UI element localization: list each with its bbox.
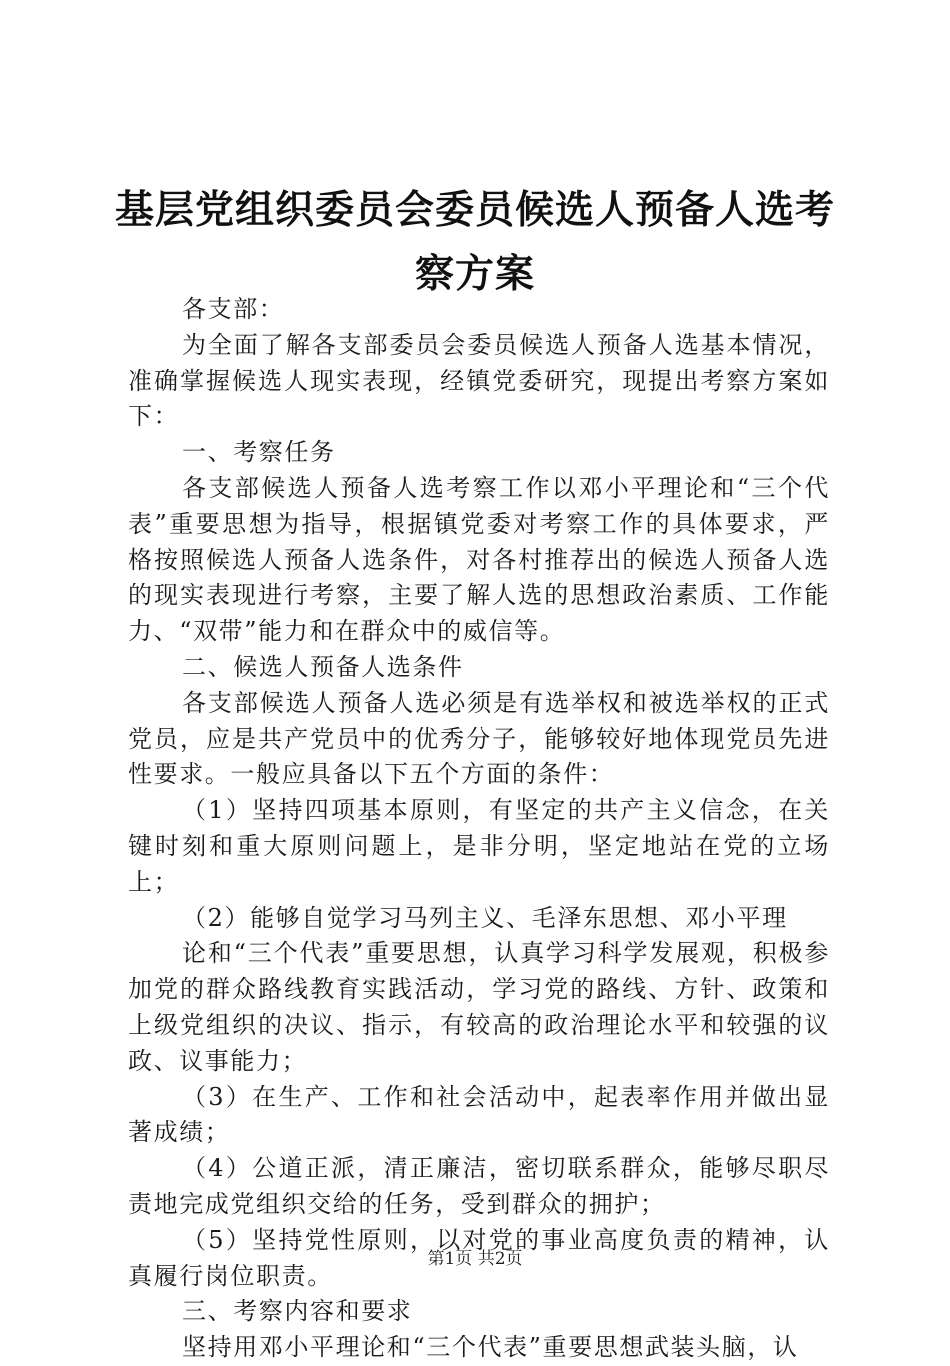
- condition-item: （2）能够自觉学习马列主义、毛泽东思想、邓小平理: [182, 903, 788, 932]
- paragraph: 论和“三个代表”重要思想，认真学习科学发展观，积极参加党的群众路线教育实践活动，学习党的路线、方针、政策和上级党组织的决议、指示，有较高的政治理论水平和较强的议政、议事能力；: [128, 939, 830, 1075]
- condition-item: （3）在生产、工作和社会活动中，起表率作用并做出显著成绩；: [128, 1082, 830, 1147]
- section-heading: 二、候选人预备人选条件: [182, 652, 464, 681]
- paragraph: 为全面了解各支部委员会委员候选人预备人选基本情况，准确掌握候选人现实表现，经镇党委研究，现提出考察方案如下：: [128, 330, 830, 431]
- document-title: 基层党组织委员会委员候选人预备人选考察方案: [114, 187, 835, 297]
- condition-item: （4）公道正派，清正廉洁，密切联系群众，能够尽职尽责地完成党组织交给的任务，受到群众的拥护；: [128, 1154, 830, 1218]
- paragraph: 各支部候选人预备人选必须是有选举权和被选举权的正式党员，应是共产党员中的优秀分子，能够较好地体现党员先进性要求。一般应具备以下五个方面的条件：: [128, 688, 830, 789]
- page-number-footer: 第1页 共2页: [427, 1249, 523, 1269]
- section-heading: 三、考察内容和要求: [182, 1297, 413, 1326]
- condition-item: （1）坚持四项基本原则，有坚定的共产主义信念，在关键时刻和重大原则问题上，是非分明，坚定地站在党的立场上；: [128, 796, 830, 896]
- paragraph: 坚持用邓小平理论和“三个代表”重要思想武装头脑，认: [182, 1333, 799, 1362]
- salutation: 各支部：: [182, 295, 285, 323]
- section-heading: 一、考察任务: [182, 438, 336, 467]
- document-body: [128, 292, 830, 1366]
- paragraph: 各支部候选人预备人选考察工作以邓小平理论和“三个代表”重要思想为指导，根据镇党委对考察工作的具体要求，严格按照候选人预备人选条件，对各村推荐出的候选人预备人选的现实表现进行考察，主要了解人选的思想政治素质、工作能力、“双带”能力和在群众中的威信等。: [128, 473, 830, 646]
- condition-item: （5）坚持党性原则，以对党的事业高度负责的精神，认真履行岗位职责。: [128, 1225, 830, 1290]
